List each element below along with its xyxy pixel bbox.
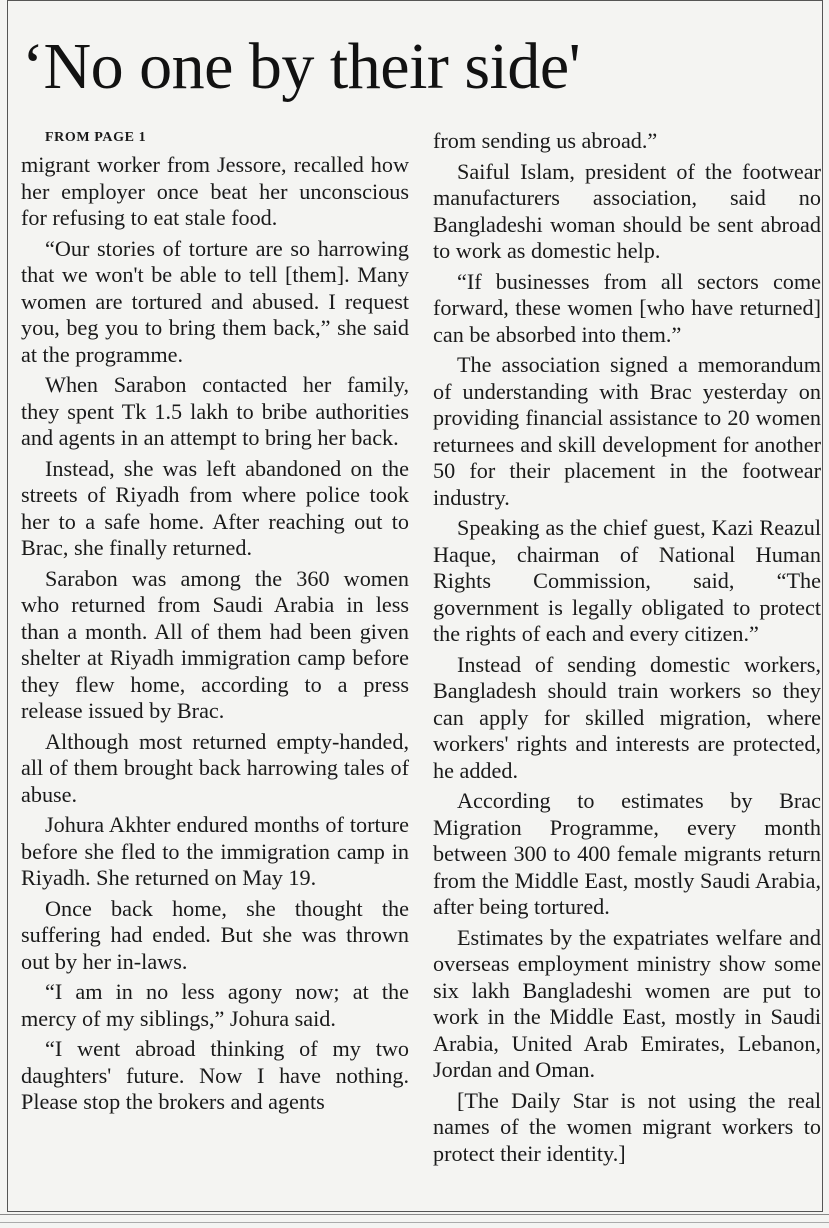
paragraph: Speaking as the chief guest, Kazi Reazul Haque, chairman of National Human Rights Commission, said, “The government is legally obligated to protect the rights of each and every citizen.”	[433, 515, 821, 646]
paragraph: “If businesses from all sectors come forward, these women [who have returned] can be absorbed into them.”	[433, 268, 821, 347]
paragraph: Instead of sending domestic workers, Bangladesh should train workers so they can apply for skilled migration, where workers' rights and interests are protected, he added.	[433, 651, 821, 783]
paragraph: Estimates by the expatriates welfare and overseas employment ministry show some six lakh Bangladeshi women are put to work in the Middle East, mostly in Saudi Arabia, United Arab Emirates, Lebanon, Jordan and Oman.	[433, 924, 821, 1082]
right-column	[433, 128, 821, 1171]
from-page-label: FROM PAGE 1	[45, 130, 147, 145]
paragraph: The association signed a memorandum of understanding with Brac yesterday on providing financial assistance to 20 women returnees and skill development for another 50 for their placement in the footwear industry.	[433, 352, 821, 510]
bottom-rule	[0, 1214, 829, 1215]
paragraph: When Sarabon contacted her family, they spent Tk 1.5 lakh to bribe authorities and agents in an attempt to bring her back.	[21, 372, 409, 450]
paragraph: from sending us abroad.”	[433, 128, 658, 153]
paragraph: Saiful Islam, president of the footwear manufacturers association, said no Bangladeshi woman should be sent abroad to work as domestic help.	[433, 158, 821, 263]
paragraph: Johura Akhter endured months of torture before she fled to the immigration camp in Riyadh. She returned on May 19.	[21, 812, 409, 890]
paragraph: Although most returned empty-handed, all of them brought back harrowing tales of abuse.	[21, 728, 409, 807]
paragraph: “Our stories of torture are so harrowing that we won't be able to tell [them]. Many women are tortured and abused. I request you, beg you to bring them back,” she said at the programme.	[21, 235, 409, 367]
paragraph: “I went abroad thinking of my two daughters' future. Now I have nothing. Please stop the brokers and agents	[21, 1036, 409, 1114]
paragraph: [The Daily Star is not using the real names of the women migrant workers to protect their identity.]	[433, 1087, 821, 1166]
paragraph: According to estimates by Brac Migration Programme, every month between 300 to 400 female migrants return from the Middle East, mostly Saudi Arabia, after being tortured.	[433, 788, 821, 919]
paragraph: “I am in no less agony now; at the mercy of my siblings,” Johura said.	[21, 979, 409, 1031]
headline: ‘No one by their side'	[22, 30, 581, 103]
paragraph: Once back home, she thought the suffering had ended. But she was thrown out by her in-laws.	[21, 895, 409, 974]
paragraph: Sarabon was among the 360 women who returned from Saudi Arabia in less than a month. All of them had been given shelter at Riyadh immigration camp before they flew home, according to a press release issued by Brac.	[21, 565, 409, 723]
left-column	[21, 128, 409, 1120]
paragraph: migrant worker from Jessore, recalled how her employer once beat her unconscious for refusing to eat stale food.	[21, 152, 409, 230]
bottom-rule-secondary	[0, 1222, 829, 1223]
paragraph: Instead, she was left abandoned on the streets of Riyadh from where police took her to a safe home. After reaching out to Brac, she finally returned.	[21, 455, 409, 560]
